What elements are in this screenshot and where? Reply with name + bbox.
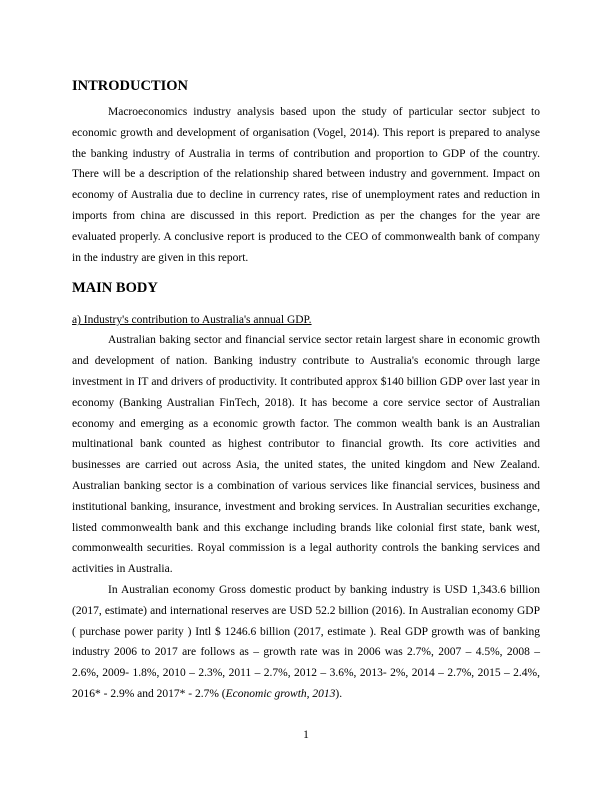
paragraph-2-text: In Australian economy Gross domestic product by banking industry is USD 1,343.6 billion (2017, estimate) and international reserves are USD 52.2 billion (2016). In Australian economy GDP ( purchase power parity ) Intl $ 1246.6 billion (2017, estimate ). Real GDP growth was of banking industry 2006 to 2017 are follows as – growth rate was in 2006 was 2.7%, 2007 – 4.5%, 2008 – 2.6%, 2009- 1.8%, 2010 – 2.3%, 2011 – 2.7%, 2012 – 3.6%, 2013- 2%, 2014 – 2.7%, 2015 – 2.4%, 2016* - 2.9% and 2017* - 2.7% ( — [72, 583, 540, 700]
section-a-subheading: a) Industry's contribution to Australia's annual GDP. — [72, 314, 312, 327]
main-body-heading: MAIN BODY — [72, 280, 158, 297]
paragraph-2-closing: ). — [335, 687, 343, 700]
introduction-heading: INTRODUCTION — [72, 78, 189, 94]
main-body-paragraph-2 — [72, 580, 540, 705]
introduction-paragraph: Macroeconomics industry analysis based upon the study of particular sector subject to economic growth and development of organisation (Vogel, 2014). This report is prepared to analyse the banking industry of Australia in terms of contribution and proportion to GDP of the country. There will be a description of the relationship shared between industry and government. Impact on economy of Australia due to decline in currency rates, rise of unemployment rates and reduction in imports from china are discussed in this report. Prediction as per the changes for the year are evaluated properly. A conclusive report is produced to the CEO of commonwealth bank of company in the industry are given in this report. — [72, 106, 540, 264]
page-number: 1 — [303, 729, 309, 741]
main-body-paragraph-1: Australian baking sector and financial service sector retain largest share in economic growth and development of nation. Banking industry contribute to Australia's economic through large investment in IT and drivers of productivity. It contributed approx $140 billion GDP over last year in economy (Banking Australian FinTech, 2018). It has become a core service sector of Australian economy and emerging as a economic growth factor. The common wealth bank is an Australian multinational bank counted as highest contributor to financial growth. Its core activities and businesses are carried out across Asia, the united states, the united kingdom and New Zealand. Australian banking sector is a combination of various services like financial services, business and institutional banking, insurance, investment and broking services. In Australian securities exchange, listed commonwealth bank and this exchange including brands like colonial first state, bank west, commonwealth securities. Royal commission is a legal authority controls the banking services and activities in Australia. — [72, 334, 540, 576]
document-page — [72, 76, 540, 705]
citation-italic: Economic growth, 2013 — [225, 687, 336, 700]
